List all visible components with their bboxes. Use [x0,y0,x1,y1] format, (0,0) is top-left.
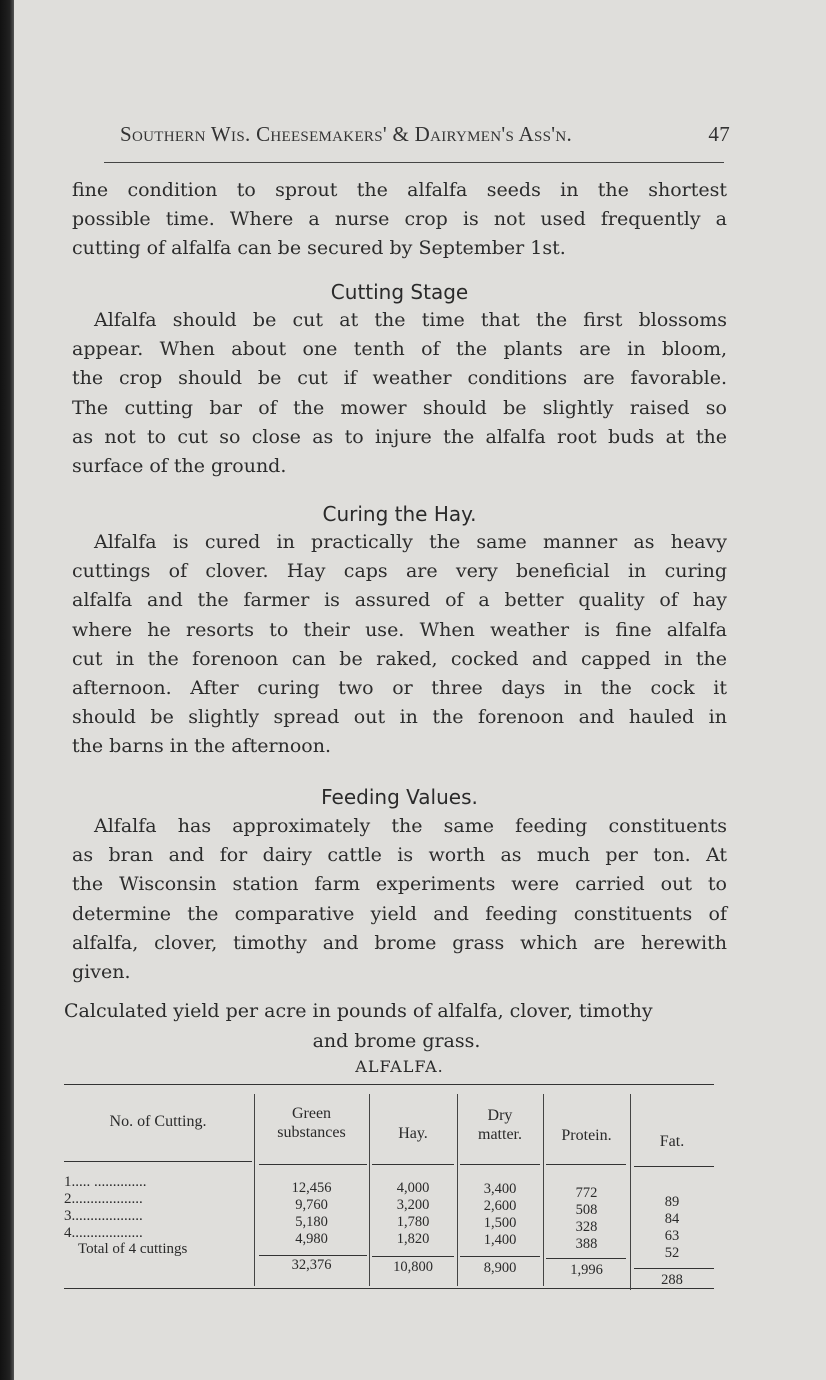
text-line: possible time. Where a nurse crop is not used frequently a [72,208,727,231]
header-dry [457,1106,543,1144]
header-bottom-rule [460,1164,540,1165]
text-line: cut in the forenoon can be raked, cocked and capped in the [72,647,727,670]
header-bottom-rule [64,1161,252,1162]
section-heading-cutting-stage: Cutting Stage [330,280,469,304]
header-bottom-rule [634,1166,714,1167]
cell-dry: 1,400 [483,1232,517,1248]
header-fat: Fat. [659,1133,685,1150]
text-line: as bran and for dairy cattle is worth as much per ton. At [72,844,727,867]
cell-hay: 4,000 [396,1180,430,1196]
header-hay: Hay. [398,1125,428,1142]
leader-dots: ................... [71,1191,143,1207]
text-line: the crop should be cut if weather conditions are favorable. [72,367,727,390]
header-bottom-rule [259,1164,367,1165]
cell-hay: 1,820 [396,1231,430,1247]
header-green [254,1104,369,1142]
table-top-rule [64,1084,714,1085]
row-number: 2 [64,1191,72,1207]
cell-fat: 89 [664,1194,680,1210]
row-number: 1 [64,1174,72,1190]
cell-hay: 1,780 [396,1214,430,1230]
intro-paragraph [72,176,727,264]
total-rule [259,1255,367,1256]
header-bottom-rule [546,1164,626,1165]
cell-green: 4,980 [295,1231,328,1247]
header-rule [104,162,724,163]
cell-dry: 3,400 [483,1181,517,1197]
total-rule [460,1256,540,1257]
total-rule [546,1258,626,1259]
cell-green: 5,180 [295,1214,328,1230]
text-line: The cutting bar of the mower should be slightly raised so [72,396,727,419]
header-protein: Protein. [561,1127,612,1144]
header-dry-line: matter. [478,1126,522,1143]
cell-green: 12,456 [291,1180,332,1196]
header-bottom-rule [372,1164,454,1165]
header-dry-line: Dry [487,1107,513,1124]
row-number: 4 [64,1225,72,1241]
cell-dry: 2,600 [483,1198,517,1214]
running-head [120,122,730,147]
caption-line: and brome grass. [312,1030,481,1052]
cell-fat: 63 [664,1228,680,1244]
text-line: determine the comparative yield and feeding constituents of [72,902,727,925]
text-line: fine condition to sprout the alfalfa seeds in the shortest [72,179,727,201]
cell-fat: 52 [664,1245,680,1261]
text-line: Alfalfa has approximately the same feeding constituents [94,815,727,837]
text-line: Alfalfa is cured in practically the same manner as heavy [94,531,727,553]
table-title: ALFALFA. [355,1057,444,1076]
paragraph-feeding-values [72,812,727,987]
cell-dry: 1,500 [483,1215,517,1231]
text-line: where he resorts to their use. When weather is fine alfalfa [72,618,727,641]
text-line: cutting of alfalfa can be secured by September 1st. [72,237,566,260]
text-line: given. [72,961,131,984]
leader-dots: ..... .............. [71,1174,147,1190]
text-line: alfalfa, clover, timothy and brome grass which are herewith [72,931,727,954]
running-head-title: Southern Wis. Cheesemakers' & Dairymen's Ass'n. [120,122,573,146]
cell-protein: 328 [575,1219,598,1235]
row-label [64,1208,143,1225]
cell-protein: 772 [575,1185,598,1201]
header-cutting: No. of Cutting. [109,1113,207,1130]
cell-fat: 84 [664,1211,680,1227]
yield-table [64,1084,714,1306]
paragraph-cutting-stage [72,306,727,481]
text-line: the Wisconsin station farm experiments were carried out to [72,873,727,896]
header-green-line: Green [291,1105,332,1122]
row-label [64,1191,143,1208]
header-green-line: substances [277,1124,346,1141]
text-line: alfalfa and the farmer is assured of a better quality of hay [72,589,727,612]
table-caption [64,996,729,1056]
row-label [64,1174,147,1191]
text-line: appear. When about one tenth of the plants are in bloom, [72,338,727,361]
text-line: surface of the ground. [72,455,287,478]
cell-green: 9,760 [295,1197,328,1213]
row-number: 3 [64,1208,72,1224]
total-hay: 10,800 [393,1259,433,1275]
section-heading-curing-the-hay: Curing the Hay. [322,502,477,526]
total-label: Total of 4 cuttings [78,1241,188,1257]
total-fat: 288 [661,1272,683,1288]
text-line: cuttings of clover. Hay caps are very beneficial in curing [72,560,727,583]
text-line: the barns in the afternoon. [72,735,331,758]
row-label [64,1225,143,1242]
table-bottom-rule [64,1288,714,1289]
leader-dots: ................... [71,1208,143,1224]
cell-protein: 508 [575,1202,598,1218]
cell-hay: 3,200 [396,1197,430,1213]
caption-line: Calculated yield per acre in pounds of alfalfa, clover, timothy [64,1000,653,1022]
text-line: as not to cut so close as to injure the alfalfa root buds at the [72,425,727,448]
total-rule [634,1268,714,1269]
total-protein: 1,996 [570,1262,603,1278]
total-green: 32,376 [291,1257,332,1273]
text-line: Alfalfa should be cut at the time that the first blossoms [94,309,727,331]
text-line: should be slightly spread out in the forenoon and hauled in [72,706,727,729]
total-dry: 8,900 [483,1260,517,1276]
section-heading-feeding-values: Feeding Values. [321,785,478,809]
text-line: afternoon. After curing two or three days in the cock it [72,677,727,700]
paragraph-curing-the-hay [72,528,727,762]
book-spine [0,0,14,1380]
page-number: 47 [708,122,730,146]
total-rule [372,1256,454,1257]
leader-dots: ................... [71,1225,143,1241]
cell-protein: 388 [575,1236,598,1252]
